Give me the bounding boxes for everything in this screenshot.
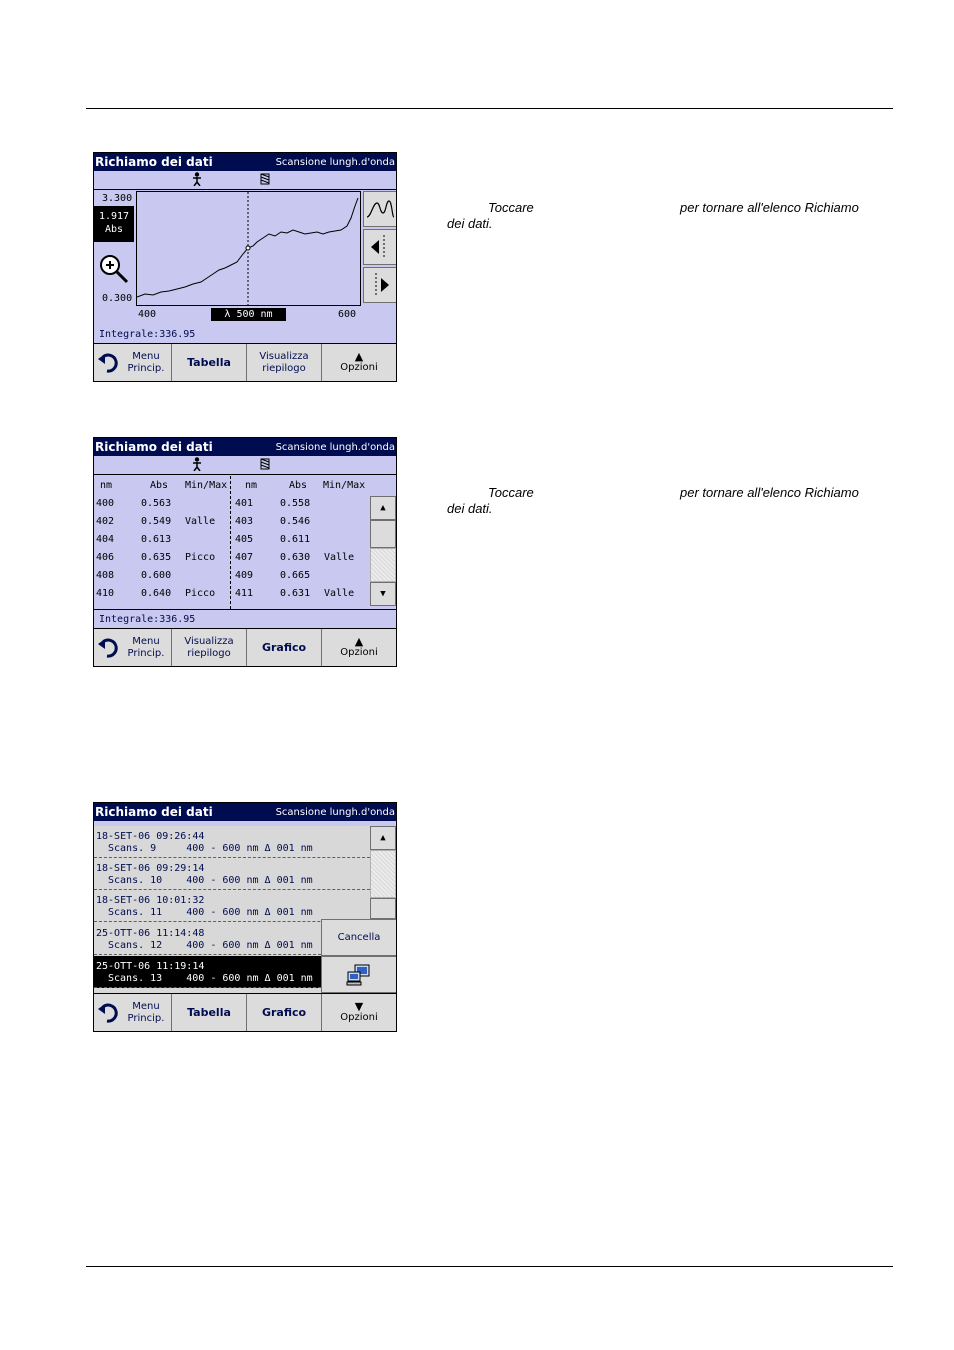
cell: 407 bbox=[235, 552, 254, 563]
scroll-up-button[interactable] bbox=[370, 496, 396, 520]
note-2-part-c: dei dati. bbox=[447, 501, 493, 516]
triangle-down-icon: ▼ bbox=[380, 589, 386, 599]
cell: Valle bbox=[324, 552, 355, 563]
title-bar bbox=[94, 803, 396, 821]
header-abs-2: Abs bbox=[289, 480, 308, 491]
scroll-up-button[interactable] bbox=[370, 826, 396, 850]
send-to-pc-button[interactable] bbox=[321, 956, 397, 993]
table-screen bbox=[93, 437, 397, 667]
cell: 408 bbox=[96, 570, 115, 581]
spectrum-plot[interactable] bbox=[136, 191, 361, 306]
screen-mode: Scansione lungh.d'onda bbox=[275, 156, 395, 168]
cell: 411 bbox=[235, 588, 254, 599]
sample-cell-icon bbox=[260, 172, 270, 189]
triangle-up-icon: ▲ bbox=[354, 350, 364, 363]
item-info: Scans. 9 400 - 600 nm Δ 001 nm bbox=[108, 843, 313, 854]
screen-title: Richiamo dei dati bbox=[95, 155, 213, 169]
cell: 402 bbox=[96, 516, 115, 527]
user-icon bbox=[192, 172, 202, 189]
integral-value: Integrale:336.95 bbox=[99, 614, 196, 625]
footer-rule bbox=[86, 1266, 893, 1267]
table-row bbox=[94, 588, 370, 606]
header-minmax: Min/Max bbox=[185, 480, 228, 491]
triangle-up-icon: ▲ bbox=[380, 833, 386, 843]
cell: Picco bbox=[185, 552, 216, 563]
header-nm: nm bbox=[100, 480, 113, 491]
screen-mode: Scansione lungh.d'onda bbox=[275, 441, 395, 453]
cell: 0.558 bbox=[280, 498, 311, 509]
item-date: 18-SET-06 10:01:32 bbox=[96, 895, 205, 906]
main-menu-button[interactable] bbox=[94, 994, 171, 1031]
bottom-toolbar bbox=[94, 993, 396, 1031]
cell: Picco bbox=[185, 588, 216, 599]
menu-label-1: Menu bbox=[132, 635, 160, 647]
options-button[interactable] bbox=[321, 994, 396, 1031]
screen-mode: Scansione lungh.d'onda bbox=[275, 806, 395, 818]
computer-icon bbox=[346, 964, 372, 986]
cell: 0.546 bbox=[280, 516, 311, 527]
options-label: Opzioni bbox=[340, 647, 378, 658]
header-abs: Abs bbox=[150, 480, 169, 491]
table-row bbox=[94, 570, 370, 588]
table-button[interactable]: Tabella bbox=[171, 344, 246, 381]
scroll-down-button[interactable] bbox=[370, 582, 396, 606]
cell: 410 bbox=[96, 588, 115, 599]
x-axis-max: 600 bbox=[338, 309, 357, 320]
scroll-track[interactable] bbox=[370, 850, 396, 898]
cursor-left-button[interactable] bbox=[363, 229, 397, 265]
table-header bbox=[94, 480, 370, 498]
note-1-part-c: dei dati. bbox=[447, 216, 493, 231]
view-summary-button[interactable] bbox=[171, 629, 246, 666]
cell: 0.631 bbox=[280, 588, 311, 599]
item-info: Scans. 13 400 - 600 nm Δ 001 nm bbox=[108, 973, 313, 984]
cursor-readout bbox=[94, 206, 134, 242]
cell: 0.665 bbox=[280, 570, 311, 581]
cell: 404 bbox=[96, 534, 115, 545]
item-date: 18-SET-06 09:26:44 bbox=[96, 831, 205, 842]
list-item[interactable] bbox=[94, 858, 370, 890]
delete-button[interactable]: Cancella bbox=[321, 919, 397, 956]
summary-label-1: Visualizza bbox=[184, 635, 234, 647]
graph-screen bbox=[93, 152, 397, 382]
triangle-down-icon: ▼ bbox=[354, 1000, 364, 1013]
cell: 405 bbox=[235, 534, 254, 545]
item-info: Scans. 12 400 - 600 nm Δ 001 nm bbox=[108, 940, 313, 951]
options-label: Opzioni bbox=[340, 362, 378, 373]
triangle-up-icon: ▲ bbox=[380, 503, 386, 513]
separator bbox=[94, 609, 396, 610]
note-1-part-b: per tornare all'elenco Richiamo bbox=[680, 200, 859, 215]
summary-label-2: riepilogo bbox=[262, 362, 306, 374]
scroll-thumb[interactable] bbox=[370, 520, 396, 548]
summary-label-1: Visualizza bbox=[259, 350, 309, 362]
item-info: Scans. 10 400 - 600 nm Δ 001 nm bbox=[108, 875, 313, 886]
table-scrollbar[interactable] bbox=[370, 496, 397, 606]
integral-value: Integrale:336.95 bbox=[99, 329, 196, 340]
cell: 0.613 bbox=[141, 534, 172, 545]
main-menu-button[interactable] bbox=[94, 629, 171, 666]
summary-label-2: riepilogo bbox=[187, 647, 231, 659]
cell: 0.640 bbox=[141, 588, 172, 599]
bottom-toolbar bbox=[94, 343, 396, 381]
cell: 403 bbox=[235, 516, 254, 527]
list-item[interactable] bbox=[94, 826, 370, 858]
note-2-part-b: per tornare all'elenco Richiamo bbox=[680, 485, 859, 500]
menu-label-2: Princip. bbox=[127, 362, 165, 374]
table-button[interactable]: Tabella bbox=[171, 994, 246, 1031]
cursor-wavelength: λ 500 nm bbox=[211, 308, 286, 321]
cell: Valle bbox=[185, 516, 216, 527]
screen-title: Richiamo dei dati bbox=[95, 805, 213, 819]
sample-cell-icon bbox=[260, 457, 270, 474]
graph-button[interactable]: Grafico bbox=[246, 629, 321, 666]
cell: 0.600 bbox=[141, 570, 172, 581]
cursor-unit: Abs bbox=[104, 224, 124, 235]
screen-title: Richiamo dei dati bbox=[95, 440, 213, 454]
cell: 0.630 bbox=[280, 552, 311, 563]
cell: 0.549 bbox=[141, 516, 172, 527]
list-scrollbar[interactable] bbox=[370, 826, 397, 919]
y-axis-min: 0.300 bbox=[102, 293, 133, 304]
cell: 0.563 bbox=[141, 498, 172, 509]
cell: 406 bbox=[96, 552, 115, 563]
note-1-part-a: Toccare bbox=[488, 200, 534, 215]
back-arrow-icon bbox=[97, 638, 121, 658]
y-axis-max: 3.300 bbox=[102, 193, 133, 204]
cell: 400 bbox=[96, 498, 115, 509]
note-2-part-a: Toccare bbox=[488, 485, 534, 500]
triangle-up-icon: ▲ bbox=[354, 635, 364, 648]
cursor-right-button[interactable] bbox=[363, 267, 397, 303]
list-item-selected[interactable] bbox=[94, 956, 321, 988]
cell: 409 bbox=[235, 570, 254, 581]
item-date: 25-OTT-06 11:14:48 bbox=[96, 928, 205, 939]
cell: Valle bbox=[324, 588, 355, 599]
menu-label-2: Princip. bbox=[127, 647, 165, 659]
table-row bbox=[94, 552, 370, 570]
cell: 0.635 bbox=[141, 552, 172, 563]
icon-bar bbox=[94, 171, 396, 190]
instruction-note-1 bbox=[447, 200, 887, 234]
peak-search-button[interactable] bbox=[363, 191, 397, 227]
x-axis-min: 400 bbox=[138, 309, 157, 320]
header-rule bbox=[86, 108, 893, 109]
list-screen bbox=[93, 802, 397, 1032]
zoom-icon[interactable] bbox=[98, 253, 130, 289]
main-menu-button[interactable] bbox=[94, 344, 171, 381]
item-info: Scans. 11 400 - 600 nm Δ 001 nm bbox=[108, 907, 313, 918]
table-row bbox=[94, 498, 370, 516]
icon-bar bbox=[94, 456, 396, 475]
header-minmax-2: Min/Max bbox=[323, 480, 366, 491]
table-row bbox=[94, 534, 370, 552]
title-bar bbox=[94, 438, 396, 456]
options-button[interactable] bbox=[321, 629, 396, 666]
menu-label-2: Princip. bbox=[127, 1012, 165, 1024]
table-row bbox=[94, 516, 370, 534]
cell: 0.611 bbox=[280, 534, 311, 545]
options-label: Opzioni bbox=[340, 1012, 378, 1023]
view-summary-button[interactable] bbox=[246, 344, 321, 381]
instruction-note-2 bbox=[447, 485, 887, 519]
cursor-value: 1.917 bbox=[98, 211, 130, 222]
back-arrow-icon bbox=[97, 1003, 121, 1023]
menu-label-1: Menu bbox=[132, 350, 160, 362]
item-date: 18-SET-06 09:29:14 bbox=[96, 863, 205, 874]
options-button[interactable] bbox=[321, 344, 396, 381]
item-date: 25-OTT-06 11:19:14 bbox=[96, 961, 205, 972]
user-icon bbox=[192, 457, 202, 474]
cell: 401 bbox=[235, 498, 254, 509]
menu-label-1: Menu bbox=[132, 1000, 160, 1012]
list-item[interactable] bbox=[94, 923, 321, 955]
graph-button[interactable]: Grafico bbox=[246, 994, 321, 1031]
scroll-track[interactable] bbox=[370, 548, 396, 582]
title-bar bbox=[94, 153, 396, 171]
back-arrow-icon bbox=[97, 353, 121, 373]
scroll-thumb[interactable] bbox=[370, 898, 396, 919]
list-item[interactable] bbox=[94, 890, 370, 922]
spectrum-curve bbox=[137, 192, 360, 305]
header-nm-2: nm bbox=[245, 480, 258, 491]
bottom-toolbar bbox=[94, 628, 396, 666]
